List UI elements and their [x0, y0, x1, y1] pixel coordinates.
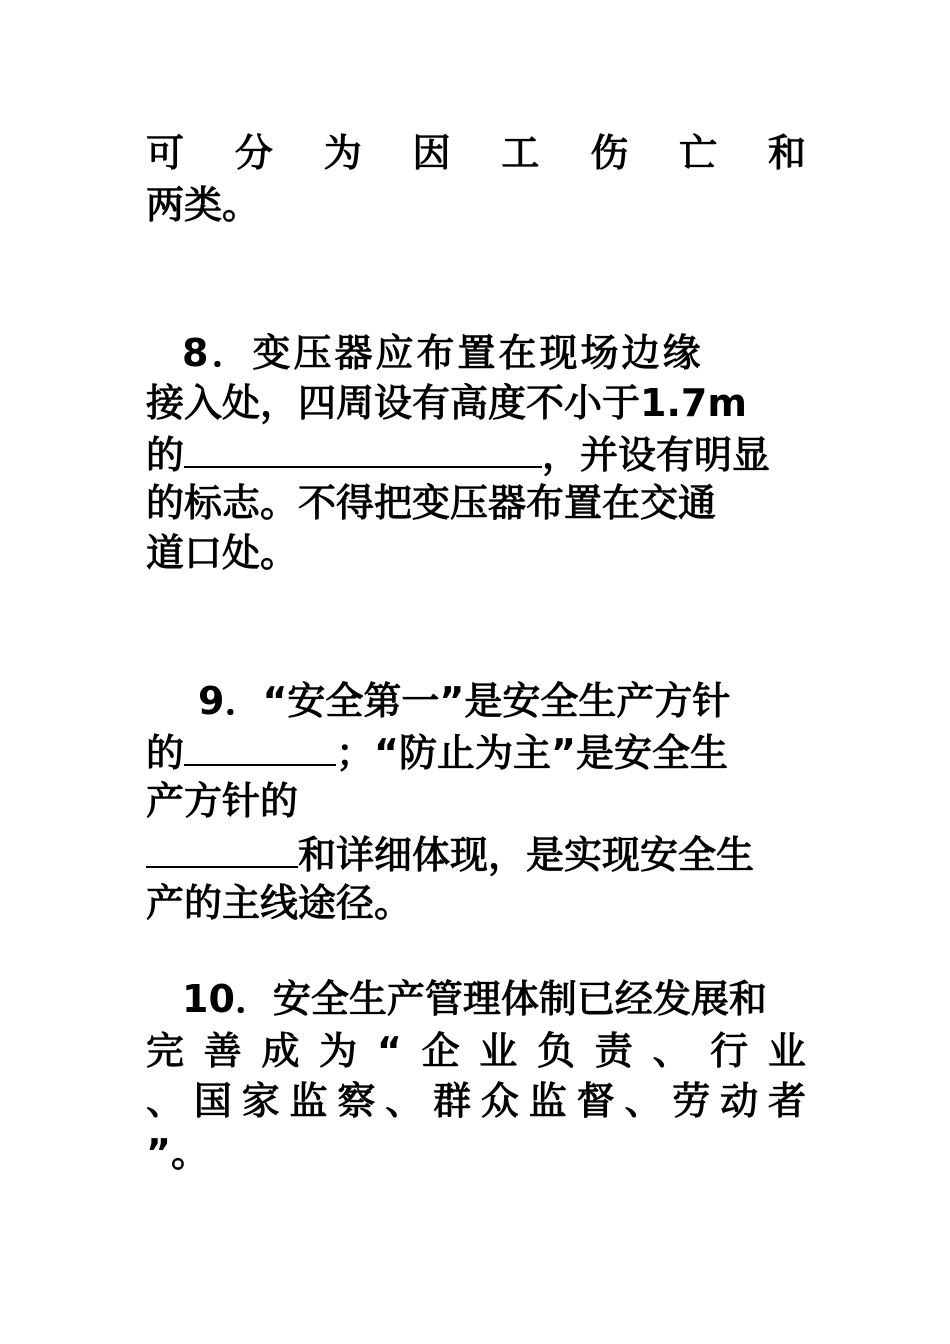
q9-line-2	[146, 726, 806, 776]
q10-char: 业	[479, 1029, 518, 1073]
q10-char: 企	[421, 1029, 460, 1073]
q10-line-1: 10．安全生产管理体制已经发展和	[182, 977, 767, 1021]
q8-line-3-prefix: 的	[146, 433, 185, 477]
q10-char: 监	[528, 1079, 567, 1123]
q10-line-3	[146, 1076, 806, 1126]
q7-char: 工	[501, 131, 540, 175]
q10-line-4: ”。	[146, 1131, 209, 1175]
q9-line-3: 产方针的	[146, 779, 299, 823]
q8-line-5: 道口处。	[146, 531, 299, 575]
q10-char: 督	[576, 1079, 615, 1123]
q10-char: 负	[537, 1029, 576, 1073]
q7-line-2: 两类。	[146, 183, 261, 227]
q10-char: 、	[385, 1079, 424, 1123]
q9-line-4-suffix: 和详细体现，是实现安全生	[298, 833, 755, 877]
q9-answer-blank-2[interactable]	[146, 828, 298, 868]
q10-char: 善	[203, 1029, 242, 1073]
q8-line-3-suffix: ，并设有明显	[542, 433, 771, 477]
q10-char: 完	[146, 1029, 185, 1073]
q10-char: 监	[289, 1079, 328, 1123]
q7-char: 可	[146, 131, 185, 175]
q8-line-4: 的标志。不得把变压器布置在交通	[146, 481, 717, 525]
q9-line-5: 产的主线途径。	[146, 881, 413, 925]
q10-char: 为	[319, 1029, 358, 1073]
q10-char: 群	[433, 1079, 472, 1123]
q7-char: 因	[412, 131, 451, 175]
q10-char: 察	[337, 1079, 376, 1123]
q7-char: 分	[234, 131, 273, 175]
q10-char: 众	[480, 1079, 519, 1123]
q10-char: 业	[767, 1029, 806, 1073]
q10-char: 成	[261, 1029, 300, 1073]
q8-line-2: 接入处，四周设有高度不小于1.7m	[146, 381, 747, 425]
q7-char: 和	[767, 131, 806, 175]
q9-line-2-suffix: ；“防止为主”是安全生	[336, 731, 728, 775]
q9-line-2-prefix: 的	[146, 731, 185, 775]
q10-char: 动	[720, 1079, 759, 1123]
q9-answer-blank-1[interactable]	[184, 726, 336, 766]
q10-char: 家	[241, 1079, 280, 1123]
q10-char: 责	[594, 1029, 633, 1073]
q8-line-1: 8．变压器应布置在现场边缘	[182, 331, 704, 375]
q10-char: 、	[624, 1079, 663, 1123]
q7-char: 亡	[679, 131, 718, 175]
q8-line-3	[146, 428, 806, 478]
q10-char: 、	[146, 1079, 185, 1123]
q10-char: 者	[767, 1079, 806, 1123]
q10-char: 国	[193, 1079, 232, 1123]
q10-char: 劳	[672, 1079, 711, 1123]
q9-line-1: 9．“安全第一”是安全生产方针	[198, 679, 731, 723]
q10-char: 行	[710, 1029, 749, 1073]
q7-char: 为	[323, 131, 362, 175]
q10-line-2	[146, 1026, 806, 1076]
q9-line-4	[146, 828, 806, 878]
q8-answer-blank[interactable]	[184, 428, 542, 468]
q10-char: 、	[652, 1029, 691, 1073]
q10-char: “	[376, 1029, 402, 1073]
q7-line-1	[146, 128, 806, 178]
q7-char: 伤	[590, 131, 629, 175]
